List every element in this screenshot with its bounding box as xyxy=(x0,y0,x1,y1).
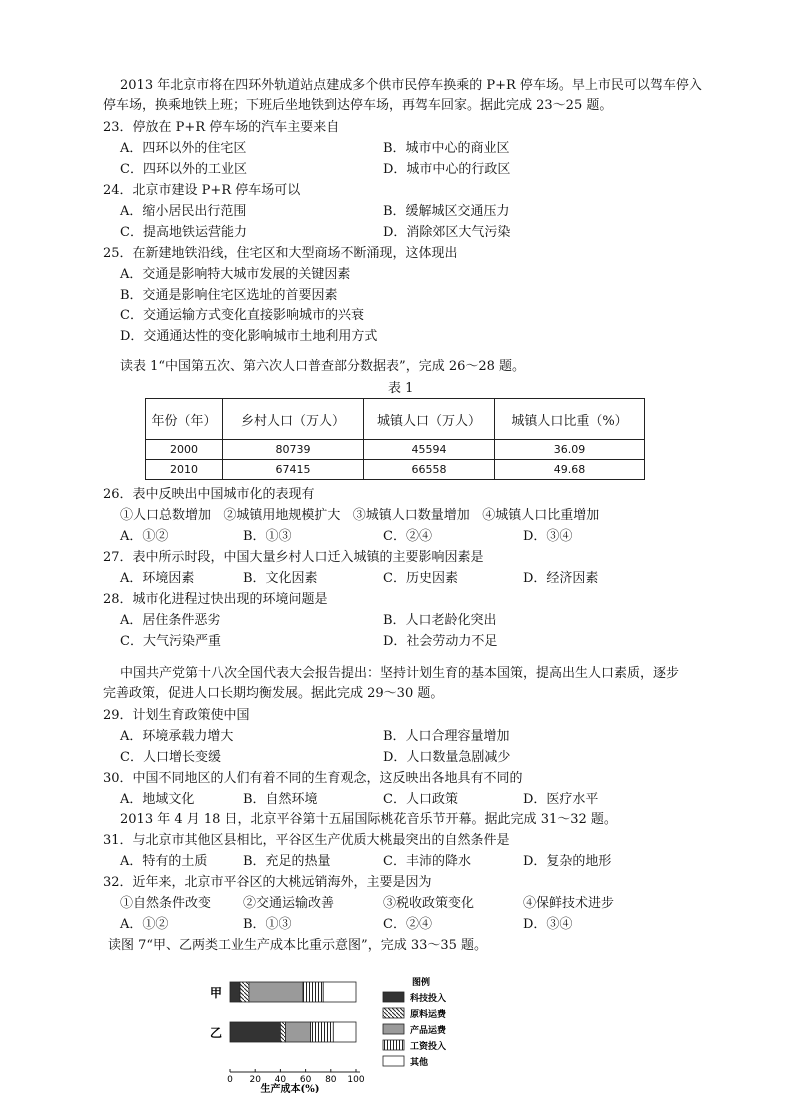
option-b: B．城市中心的商业区 xyxy=(383,141,510,156)
x-tick-label: 20 xyxy=(249,1075,261,1085)
population-table xyxy=(145,398,645,480)
option-b: B．人口老龄化突出 xyxy=(383,613,497,628)
option-d: D．医疗水平 xyxy=(523,792,599,807)
option-d: D．社会劳动力不足 xyxy=(383,634,498,649)
legend-title: 图例 xyxy=(412,978,431,988)
bar-segment xyxy=(333,1022,356,1042)
legend-label: 其他 xyxy=(410,1058,429,1068)
bars-group xyxy=(230,982,356,1042)
question-stem: 32．近年来，北京市平谷区的大桃远销海外，主要是因为 xyxy=(103,875,432,890)
option-c: C．②④ xyxy=(383,529,432,544)
legend-label: 产品运费 xyxy=(410,1026,447,1036)
option-b: B．充足的热量 xyxy=(243,854,331,869)
option-d: D．交通通达性的变化影响城市土地利用方式 xyxy=(120,329,378,344)
legend-swatch xyxy=(383,1056,404,1066)
option-c: C．提高地铁运营能力 xyxy=(120,225,247,240)
bar-segment xyxy=(311,1022,334,1042)
option-d: D．人口数量急剧减少 xyxy=(383,750,511,765)
intro-text: 中国共产党第十八次全国代表大会报告提出：坚持计划生育的基本国策，提高出生人口素质，逐步 xyxy=(120,666,680,681)
legend-swatch xyxy=(383,992,404,1002)
question-stem: 24．北京市建设 P+R 停车场可以 xyxy=(103,183,301,198)
question-stem: 28．城市化进程过快出现的环境问题是 xyxy=(103,592,328,607)
legend-swatch xyxy=(383,1024,404,1034)
intro-text: 2013 年 4 月 18 日，北京平谷第十五届国际桃花音乐节开幕。据此完成 31～32 题。 xyxy=(120,812,617,827)
bar-segment xyxy=(249,982,303,1002)
table-cell: 80739 xyxy=(223,440,364,460)
table-cell: 36.09 xyxy=(495,440,645,460)
option-a: A．居住条件恶劣 xyxy=(120,613,221,628)
question-item: ②交通运输改善 xyxy=(243,896,335,911)
option-d: D．③④ xyxy=(523,529,573,544)
question-item: ③税收政策变化 xyxy=(383,896,475,911)
option-c: C．人口增长变缓 xyxy=(120,750,221,765)
option-a: A．四环以外的住宅区 xyxy=(120,141,247,156)
option-d: D．③④ xyxy=(523,917,573,932)
option-b: B．①③ xyxy=(243,529,292,544)
table-cell: 2010 xyxy=(146,460,223,480)
bar-segment xyxy=(303,982,323,1002)
question-items: ①人口总数增加 ②城镇用地规模扩大 ③城镇人口数量增加 ④城镇人口比重增加 xyxy=(120,508,600,523)
bar-segment xyxy=(285,1022,310,1042)
legend-label: 科技投入 xyxy=(410,994,447,1004)
category-label: 甲 xyxy=(209,986,223,1000)
question-stem: 29．计划生育政策使中国 xyxy=(103,708,250,723)
option-c: C．人口政策 xyxy=(383,792,458,807)
bar-segment xyxy=(240,982,249,1002)
option-d: D．城市中心的行政区 xyxy=(383,162,511,177)
question-stem: 31．与北京市其他区县相比，平谷区生产优质大桃最突出的自然条件是 xyxy=(103,833,510,848)
intro-text: 读图 7“甲、乙两类工业生产成本比重示意图”，完成 33～35 题。 xyxy=(108,938,488,953)
option-a: A．①② xyxy=(120,917,169,932)
table-cell: 67415 xyxy=(223,460,364,480)
category-labels xyxy=(210,986,222,1040)
option-b: B．缓解城区交通压力 xyxy=(383,204,510,219)
option-a: A．环境因素 xyxy=(120,571,195,586)
table-header-cell: 城镇人口（万人） xyxy=(364,399,495,440)
question-stem: 27．表中所示时段，中国大量乡村人口迁入城镇的主要影响因素是 xyxy=(103,550,484,565)
table-header-row xyxy=(146,399,645,440)
option-c: C．四环以外的工业区 xyxy=(120,162,247,177)
option-b: B．文化因素 xyxy=(243,571,318,586)
intro-text: 读表 1“中国第五次、第六次人口普查部分数据表”，完成 26～28 题。 xyxy=(120,359,526,374)
table-cell: 45594 xyxy=(364,440,495,460)
option-a: A．①② xyxy=(120,529,169,544)
table-caption: 表 1 xyxy=(388,381,414,396)
x-tick-label: 0 xyxy=(227,1075,233,1085)
x-tick-label: 40 xyxy=(274,1075,287,1085)
option-d: D．经济因素 xyxy=(523,571,599,586)
table-row xyxy=(146,460,645,480)
option-b: B．交通是影响住宅区选址的首要因素 xyxy=(120,288,338,303)
intro-text: 2013 年北京市将在四环外轨道站点建成多个供市民停车换乘的 P+R 停车场。早上市民可以驾车停入 xyxy=(120,78,702,93)
option-a: A．地域文化 xyxy=(120,792,195,807)
table-header-cell: 年份（年） xyxy=(146,399,223,440)
bar-segment xyxy=(230,1022,280,1042)
x-tick-label: 100 xyxy=(347,1075,365,1085)
option-c: C．历史因素 xyxy=(383,571,458,586)
option-a: A．缩小居民出行范围 xyxy=(120,204,247,219)
question-item: ①自然条件改变 xyxy=(120,896,212,911)
table-header-cell: 城镇人口比重（%） xyxy=(495,399,645,440)
option-c: C．丰沛的降水 xyxy=(383,854,471,869)
option-c: C．②④ xyxy=(383,917,432,932)
option-b: B．人口合理容量增加 xyxy=(383,729,510,744)
table-header-cell: 乡村人口（万人） xyxy=(223,399,364,440)
option-d: D．消除郊区大气污染 xyxy=(383,225,511,240)
option-c: C．大气污染严重 xyxy=(120,634,221,649)
bar-segment xyxy=(323,982,356,1002)
question-stem: 23．停放在 P+R 停车场的汽车主要来自 xyxy=(103,120,340,135)
legend-swatch xyxy=(383,1040,404,1050)
x-axis-label: 生产成本(%) xyxy=(260,1084,320,1093)
intro-text: 停车场，换乘地铁上班；下班后坐地铁到达停车场，再驾车回家。据此完成 23～25 题。 xyxy=(103,98,613,113)
x-tick-labels xyxy=(227,1069,365,1085)
option-a: A．特有的土质 xyxy=(120,854,208,869)
question-stem: 30．中国不同地区的人们有着不同的生育观念，这反映出各地具有不同的 xyxy=(103,771,523,786)
legend xyxy=(383,976,447,1068)
x-tick-label: 80 xyxy=(325,1075,337,1085)
option-d: D．复杂的地形 xyxy=(523,854,612,869)
intro-text: 完善政策，促进人口长期均衡发展。据此完成 29～30 题。 xyxy=(103,686,444,701)
option-a: A．环境承载力增大 xyxy=(120,729,234,744)
legend-swatch xyxy=(383,1008,404,1018)
x-tick-label: 60 xyxy=(299,1075,312,1085)
category-label: 乙 xyxy=(209,1026,223,1040)
legend-label: 原料运费 xyxy=(410,1010,447,1020)
question-item: ④保鲜技术进步 xyxy=(523,896,615,911)
table-cell: 2000 xyxy=(146,440,223,460)
question-stem: 26．表中反映出中国城市化的表现有 xyxy=(103,487,315,502)
option-a: A．交通是影响特大城市发展的关键因素 xyxy=(120,267,351,282)
legend-label: 工资投入 xyxy=(410,1042,447,1052)
option-c: C．交通运输方式变化直接影响城市的兴衰 xyxy=(120,308,364,323)
cost-structure-chart xyxy=(200,968,460,1093)
question-stem: 25．在新建地铁沿线，住宅区和大型商场不断涌现，这体现出 xyxy=(103,246,458,261)
bar-segment xyxy=(280,1022,285,1042)
table-row xyxy=(146,440,645,460)
table-cell: 49.68 xyxy=(495,460,645,480)
table-cell: 66558 xyxy=(364,460,495,480)
bar-segment xyxy=(230,982,240,1002)
option-b: B．自然环境 xyxy=(243,792,318,807)
option-b: B．①③ xyxy=(243,917,292,932)
